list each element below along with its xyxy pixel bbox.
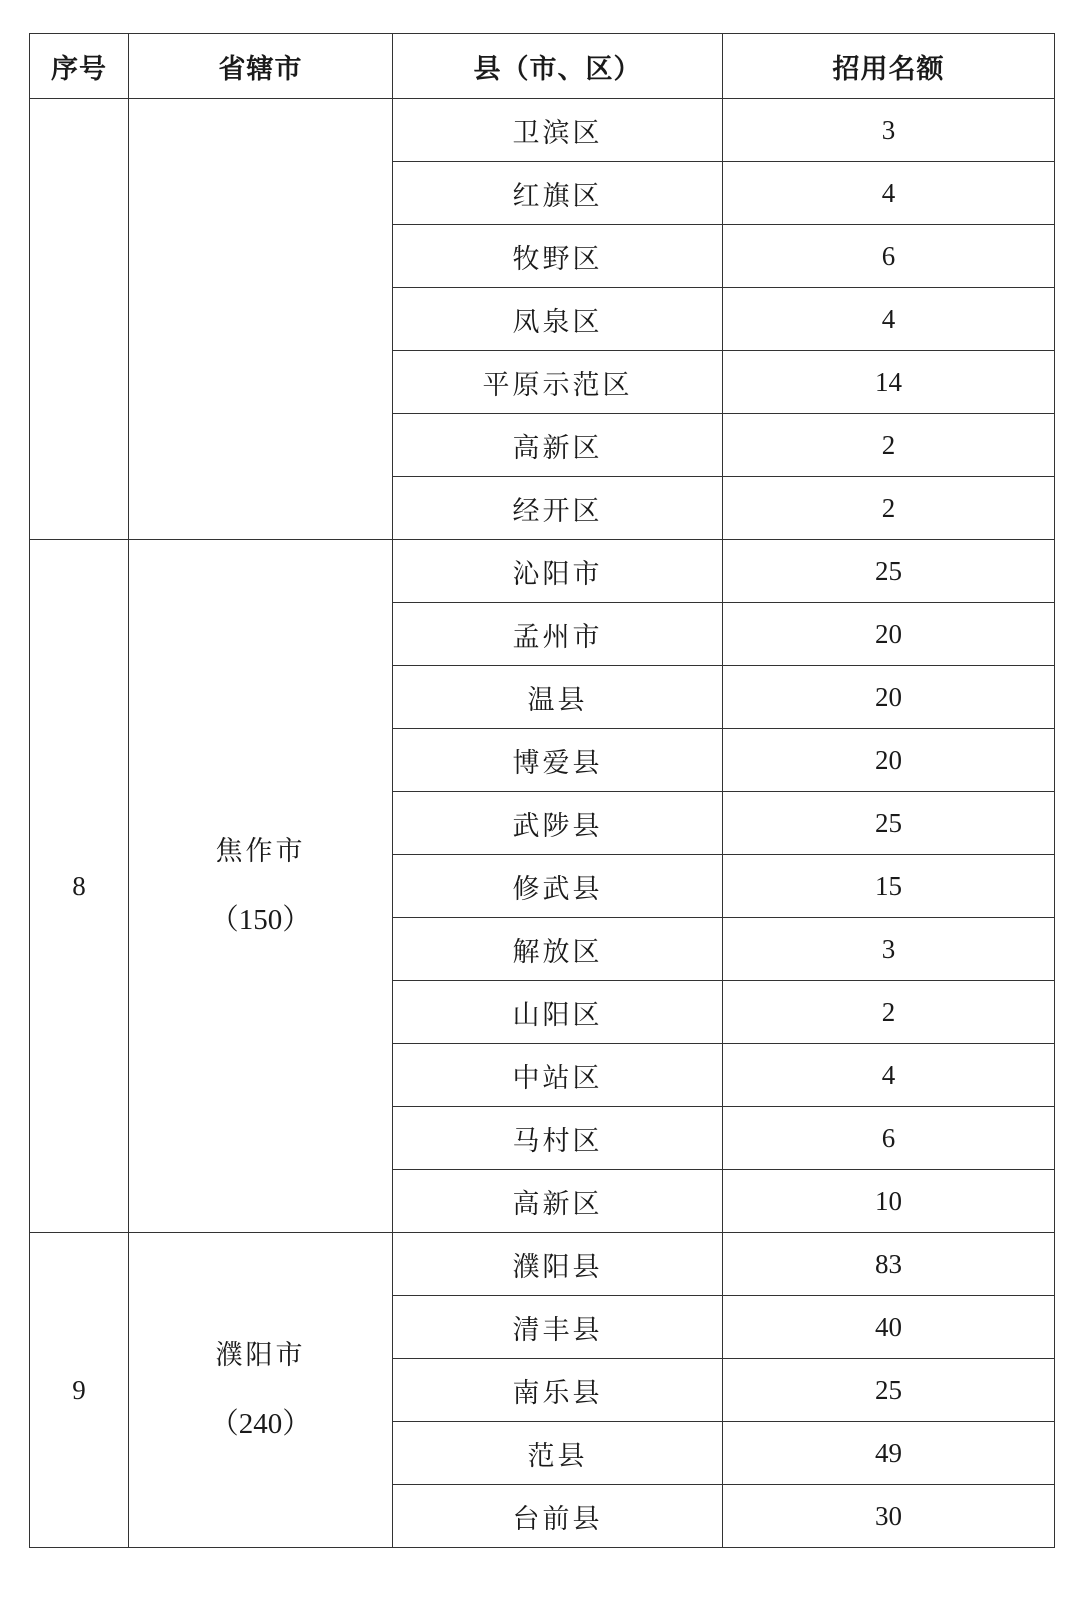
quota-cell: 83 xyxy=(723,1233,1055,1296)
quota-cell: 25 xyxy=(723,540,1055,603)
county-cell: 沁阳市 xyxy=(393,540,723,603)
quota-cell: 4 xyxy=(723,288,1055,351)
county-cell: 中站区 xyxy=(393,1044,723,1107)
city-name: 焦作市 xyxy=(215,836,306,867)
county-cell: 经开区 xyxy=(393,477,723,540)
quota-cell: 6 xyxy=(723,1107,1055,1170)
county-cell: 山阳区 xyxy=(393,981,723,1044)
county-cell: 清丰县 xyxy=(393,1296,723,1359)
county-cell: 凤泉区 xyxy=(393,288,723,351)
header-city: 省辖市 xyxy=(129,34,393,99)
quota-cell: 25 xyxy=(723,1359,1055,1422)
quota-cell: 4 xyxy=(723,162,1055,225)
quota-cell: 4 xyxy=(723,1044,1055,1107)
table-header xyxy=(30,34,1055,99)
quota-cell: 10 xyxy=(723,1170,1055,1233)
county-cell: 濮阳县 xyxy=(393,1233,723,1296)
quota-cell: 3 xyxy=(723,918,1055,981)
county-cell: 台前县 xyxy=(393,1485,723,1548)
county-cell: 马村区 xyxy=(393,1107,723,1170)
county-cell: 南乐县 xyxy=(393,1359,723,1422)
quota-cell: 3 xyxy=(723,99,1055,162)
quota-cell: 14 xyxy=(723,351,1055,414)
county-cell: 平原示范区 xyxy=(393,351,723,414)
table-row xyxy=(30,540,1055,603)
county-cell: 高新区 xyxy=(393,1170,723,1233)
header-county: 县（市、区） xyxy=(393,34,723,99)
quota-cell: 2 xyxy=(723,981,1055,1044)
county-cell: 牧野区 xyxy=(393,225,723,288)
city-name: 濮阳市 xyxy=(215,1340,306,1371)
county-cell: 卫滨区 xyxy=(393,99,723,162)
county-cell: 范县 xyxy=(393,1422,723,1485)
city-cell xyxy=(129,540,393,1233)
table-row xyxy=(30,99,1055,162)
quota-cell: 49 xyxy=(723,1422,1055,1485)
quota-cell: 2 xyxy=(723,414,1055,477)
county-cell: 博爱县 xyxy=(393,729,723,792)
county-cell: 解放区 xyxy=(393,918,723,981)
county-cell: 红旗区 xyxy=(393,162,723,225)
county-cell: 高新区 xyxy=(393,414,723,477)
quota-table xyxy=(29,33,1055,1548)
quota-cell: 25 xyxy=(723,792,1055,855)
quota-cell: 6 xyxy=(723,225,1055,288)
county-cell: 武陟县 xyxy=(393,792,723,855)
seq-cell xyxy=(30,99,129,540)
header-seq: 序号 xyxy=(30,34,129,99)
table-body xyxy=(30,99,1055,1548)
quota-cell: 15 xyxy=(723,855,1055,918)
quota-cell: 20 xyxy=(723,666,1055,729)
seq-cell: 8 xyxy=(30,540,129,1233)
county-cell: 修武县 xyxy=(393,855,723,918)
table-row xyxy=(30,1233,1055,1296)
quota-cell: 30 xyxy=(723,1485,1055,1548)
header-row xyxy=(30,34,1055,99)
quota-cell: 20 xyxy=(723,603,1055,666)
header-quota: 招用名额 xyxy=(723,34,1055,99)
city-total: （150） xyxy=(209,904,312,936)
city-total: （240） xyxy=(209,1408,312,1440)
city-cell xyxy=(129,99,393,540)
county-cell: 孟州市 xyxy=(393,603,723,666)
county-cell: 温县 xyxy=(393,666,723,729)
quota-cell: 40 xyxy=(723,1296,1055,1359)
quota-cell: 20 xyxy=(723,729,1055,792)
city-cell xyxy=(129,1233,393,1548)
quota-cell: 2 xyxy=(723,477,1055,540)
seq-cell: 9 xyxy=(30,1233,129,1548)
